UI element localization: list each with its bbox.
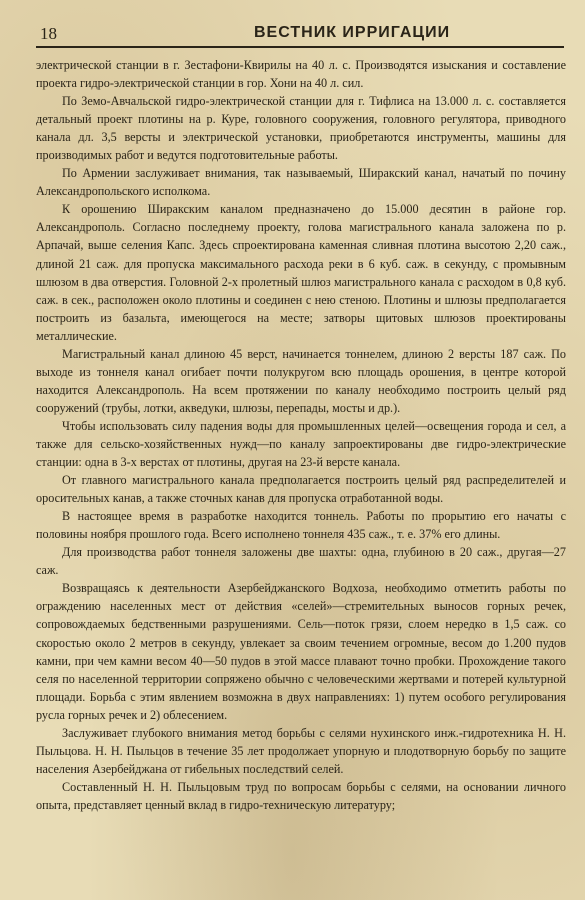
- paragraph-6: Чтобы использовать силу падения воды для промышленных целей—освещения города и сел, а также для сельско-хозяйственных нужд—по каналу запроектированы две гидро-электрические станции: одна в 3-х верстах от плотины, другая на 23-й версте канала.: [36, 418, 566, 470]
- header-rule: [36, 46, 564, 48]
- paragraph-11: Заслуживает глубокого внимания метод борьбы с селями нухинского инж.-гидротехника Н. Н. Пыльцова. Н. Н. Пыльцов в течение 35 лет продолжает упорную и плодотворную борьбу по защите населения Азербейджана от гибельных последствий селей.: [36, 725, 566, 776]
- journal-title: ВЕСТНИК ИРРИГАЦИИ: [254, 24, 451, 41]
- page-number: 18: [40, 24, 57, 43]
- paragraph-9: Для производства работ тоннеля заложены две шахты: одна, глубиною в 20 саж., другая—27 саж.: [36, 545, 566, 578]
- paragraph-12: Составленный Н. Н. Пыльцовым труд по вопросам борьбы с селями, на основании личного опыта, представляет ценный вклад в гидро-техническую литературу;: [36, 779, 566, 812]
- page-header: [36, 22, 564, 48]
- paragraph-5: Магистральный канал длиною 45 верст, начинается тоннелем, длиною 2 версты 187 саж. По выходе из тоннеля канал огибает почти полукругом всю площадь орошения, в центре которой находится Александрополь. На всем протяжении по каналу необходимо построить целый ряд сооружений (трубы, лотки, акведуки, шлюзы, перепады, мосты и др.).: [36, 346, 566, 415]
- paragraph-8: В настоящее время в разработке находится тоннель. Работы по прорытию его начаты с половины ноября прошлого года. Всего исполнено тоннеля 435 саж., т. е. 37% его длины.: [36, 509, 566, 542]
- paragraph-3: По Армении заслуживает внимания, так называемый, Ширакский канал, начатый по почину Александропольского исполкома.: [36, 166, 566, 199]
- article-body: [36, 56, 566, 814]
- paragraph-4: К орошению Ширакским каналом предназначено до 15.000 десятин в районе гор. Александрополь. Согласно последнему проекту, голова магистрального канала заложена по р. Арпачай, выше селения Капс. Здесь спроектирована каменная сливная плотина высотою 2,20 саж., длиной 21 саж. для пропуска максимального расхода реки в 6 куб. саж. в секунду, с промывным шлюзом в два отверстия. Головной 2-х пролетный шлюз магистрального канала с расходом в 0,8 куб. саж. в сек., расположен около плотины и соединен с нею стеною. Плотины и шлюзы предполагается построить из базальта, имеющегося на месте; затворы щитовых шлюзов проектированы металлические.: [36, 202, 566, 343]
- paragraph-2: По Земо-Авчальской гидро-электрической станции для г. Тифлиса на 13.000 л. с. составляется детальный проект плотины на р. Куре, головного сооружения, головного регулятора, приводного канала дл. 3,5 версты и электрической установки, приобретаются инструменты, машины для производимых работ и ведутся подготовительные работы.: [36, 94, 566, 163]
- paragraph-7: От главного магистрального канала предполагается построить целый ряд распределителей и оросительных канав, а также сточных канав для пропуска отработанной воды.: [36, 473, 566, 506]
- paragraph-10: Возвращаясь к деятельности Азербейджанского Водхоза, необходимо отметить работы по ограждению населенных мест от действия «селей»—стремительных выносов горных речек, сопровождаемых бедственными разрушениями. Сель—поток грязи, слоем нередко в 1,5 саж. со скоростью около 2 метров в секунду, увлекает за своим течением огромные, весом до 1.200 пудов камни, при чем камни весом 40—50 пудов в этой массе плавают точно пробки. Прохождение такого селя по населенной территории сопряжено обычно с человеческими жертвами и потерей культурной площади. Борьба с этим явлением возможна в двух направлениях: 1) путем особого регулирования русла горных речек и 2) облесением.: [36, 581, 566, 722]
- paragraph-1: электрической станции в г. Зестафони-Квирилы на 40 л. с. Производятся изыскания и составление проекта гидро-электрической станции в гор. Хони на 40 л. сил.: [36, 58, 566, 91]
